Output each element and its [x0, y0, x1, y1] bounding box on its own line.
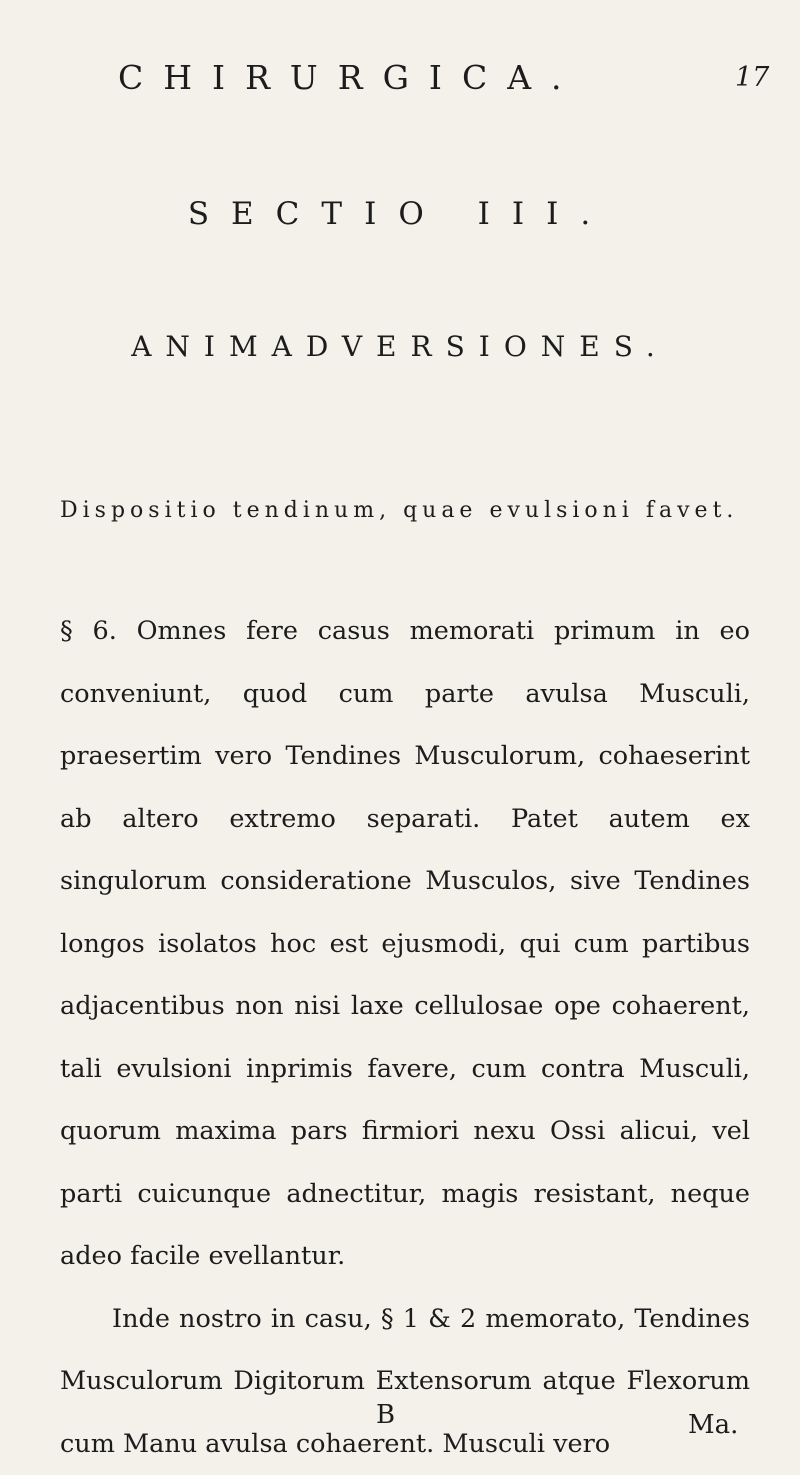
catchword: Ma. [688, 1410, 738, 1440]
paragraph-6: § 6. Omnes fere casus memorati primum in eo conveniunt, quod cum parte avulsa Musculi, praesertim vero Tendines Musculorum, cohaeserint ab altero extremo separati. Patet autem ex singulorum consideratione Musculos, sive Tendines longos isolatos hoc est ejusmodi, qui cum partibus adjacentibus non nisi laxe cellulosae ope cohaerent, tali evulsioni inprimis favere, cum contra Musculi, quorum maxima pars firmiori nexu Ossi alicui, vel parti cuicunque adnectitur, magis resistant, neque adeo facile evellantur. [60, 600, 750, 1288]
signature-mark: B [376, 1400, 395, 1430]
section-subtitle: ANIMADVERSIONES. [72, 330, 728, 363]
paragraph-inde: Inde nostro in casu, § 1 & 2 memorato, Tendines Musculorum Digitorum Extensorum atque Flexorum cum Manu avulsa cohaerent. Musculi vero [60, 1288, 750, 1475]
body-text [60, 600, 750, 1475]
page-number: 17 [735, 62, 769, 93]
running-head: CHIRURGICA. [118, 58, 688, 97]
section-rubric: Dispositio tendinum, quae evulsioni favet. [60, 480, 750, 542]
section-title: SECTIO III. [140, 196, 660, 232]
